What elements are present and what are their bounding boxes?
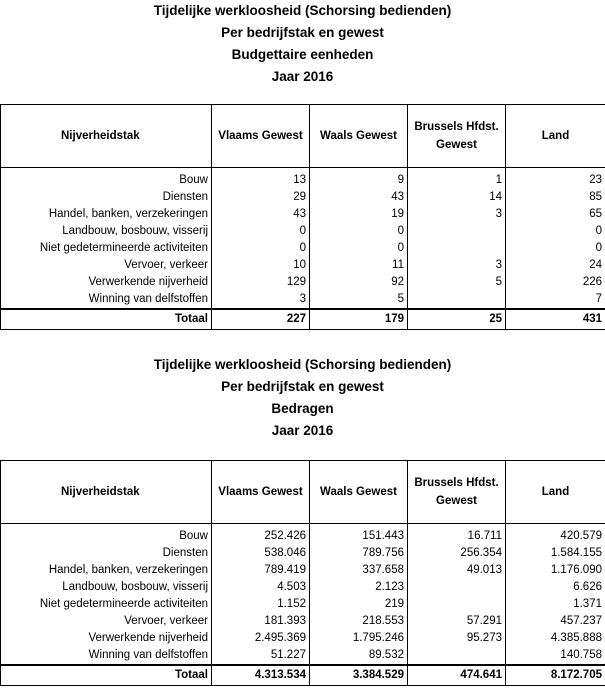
cell-brussels: 3 xyxy=(408,257,506,274)
cell-land: 4.385.888 xyxy=(506,630,605,647)
table-row xyxy=(1,172,605,189)
cell-waals: 0 xyxy=(310,240,408,257)
cell-brussels xyxy=(408,579,506,596)
cell-land: 23 xyxy=(506,172,605,189)
cell-waals: 19 xyxy=(310,206,408,223)
total-waals: 179 xyxy=(310,309,408,330)
table1-budgettaire-eenheden xyxy=(0,104,605,330)
row-label: Landbouw, bosbouw, visserij xyxy=(1,579,212,596)
table2-total-row xyxy=(1,665,605,686)
cell-brussels: 16.711 xyxy=(408,528,506,545)
cell-vlaams: 51.227 xyxy=(212,647,310,665)
cell-waals: 11 xyxy=(310,257,408,274)
row-label: Winning van delfstoffen xyxy=(1,647,212,665)
column-header-land: Land xyxy=(506,461,605,524)
cell-land: 0 xyxy=(506,240,605,257)
row-label: Vervoer, verkeer xyxy=(1,613,212,630)
table-row xyxy=(1,562,605,579)
cell-land: 6.626 xyxy=(506,579,605,596)
cell-vlaams: 4.503 xyxy=(212,579,310,596)
table-row xyxy=(1,545,605,562)
cell-waals: 2.123 xyxy=(310,579,408,596)
row-label: Landbouw, bosbouw, visserij xyxy=(1,223,212,240)
column-header-vlaams-gewest: Vlaams Gewest xyxy=(212,461,310,524)
total-vlaams: 4.313.534 xyxy=(212,665,310,686)
row-label: Bouw xyxy=(1,172,212,189)
cell-vlaams: 10 xyxy=(212,257,310,274)
cell-land: 85 xyxy=(506,189,605,206)
cell-vlaams: 0 xyxy=(212,240,310,257)
cell-vlaams: 2.495.369 xyxy=(212,630,310,647)
row-label: Handel, banken, verzekeringen xyxy=(1,562,212,579)
row-label: Vervoer, verkeer xyxy=(1,257,212,274)
column-header-nijverheidstak: Nijverheidstak xyxy=(1,105,212,168)
cell-brussels: 14 xyxy=(408,189,506,206)
cell-waals: 9 xyxy=(310,172,408,189)
cell-waals: 337.658 xyxy=(310,562,408,579)
row-label: Winning van delfstoffen xyxy=(1,291,212,309)
column-header-land: Land xyxy=(506,105,605,168)
cell-brussels: 49.013 xyxy=(408,562,506,579)
cell-brussels xyxy=(408,223,506,240)
column-header-brussels-gewest: Brussels Hfdst. Gewest xyxy=(408,105,506,168)
total-label: Totaal xyxy=(1,309,212,330)
table-row xyxy=(1,257,605,274)
cell-waals: 92 xyxy=(310,274,408,291)
table2-year: Jaar 2016 xyxy=(271,423,334,438)
cell-land: 140.758 xyxy=(506,647,605,665)
cell-waals: 0 xyxy=(310,223,408,240)
table1-header-row xyxy=(1,105,605,168)
table1-title-block xyxy=(0,0,605,88)
table2-header-row xyxy=(1,461,605,524)
cell-vlaams: 0 xyxy=(212,223,310,240)
table2-bedragen xyxy=(0,460,605,686)
cell-vlaams: 181.393 xyxy=(212,613,310,630)
table1-total-row xyxy=(1,309,605,330)
cell-vlaams: 789.419 xyxy=(212,562,310,579)
table-row xyxy=(1,189,605,206)
cell-brussels xyxy=(408,291,506,309)
total-vlaams: 227 xyxy=(212,309,310,330)
total-brussels: 25 xyxy=(408,309,506,330)
table2-title: Tijdelijke werkloosheid (Schorsing bedienden) xyxy=(153,357,452,372)
cell-brussels: 1 xyxy=(408,172,506,189)
row-label: Niet gedetermineerde activiteiten xyxy=(1,596,212,613)
table1-title: Tijdelijke werkloosheid (Schorsing bedienden) xyxy=(153,3,452,18)
table-row xyxy=(1,223,605,240)
row-label: Diensten xyxy=(1,545,212,562)
cell-vlaams: 252.426 xyxy=(212,528,310,545)
cell-land: 226 xyxy=(506,274,605,291)
cell-waals: 89.532 xyxy=(310,647,408,665)
table-row xyxy=(1,630,605,647)
cell-waals: 218.553 xyxy=(310,613,408,630)
cell-vlaams: 43 xyxy=(212,206,310,223)
cell-land: 1.176.090 xyxy=(506,562,605,579)
total-brussels: 474.641 xyxy=(408,665,506,686)
table2-subtitle: Per bedrijfstak en gewest xyxy=(221,379,384,394)
total-land: 8.172.705 xyxy=(506,665,605,686)
cell-vlaams: 129 xyxy=(212,274,310,291)
cell-waals: 219 xyxy=(310,596,408,613)
row-label: Diensten xyxy=(1,189,212,206)
table-row xyxy=(1,613,605,630)
cell-brussels: 95.273 xyxy=(408,630,506,647)
cell-land: 0 xyxy=(506,223,605,240)
cell-brussels: 5 xyxy=(408,274,506,291)
column-header-brussels-gewest: Brussels Hfdst. Gewest xyxy=(408,461,506,524)
row-label: Bouw xyxy=(1,528,212,545)
row-label: Verwerkende nijverheid xyxy=(1,630,212,647)
table-row xyxy=(1,291,605,309)
cell-brussels xyxy=(408,596,506,613)
cell-brussels: 256.354 xyxy=(408,545,506,562)
cell-waals: 1.795.246 xyxy=(310,630,408,647)
row-label: Niet gedetermineerde activiteiten xyxy=(1,240,212,257)
row-label: Verwerkende nijverheid xyxy=(1,274,212,291)
table-row xyxy=(1,274,605,291)
cell-vlaams: 13 xyxy=(212,172,310,189)
cell-vlaams: 538.046 xyxy=(212,545,310,562)
table-row xyxy=(1,240,605,257)
table2-unit: Bedragen xyxy=(271,401,334,416)
row-label: Handel, banken, verzekeringen xyxy=(1,206,212,223)
table-row xyxy=(1,647,605,665)
cell-waals: 43 xyxy=(310,189,408,206)
column-header-waals-gewest: Waals Gewest xyxy=(310,105,408,168)
table-row xyxy=(1,596,605,613)
cell-brussels: 3 xyxy=(408,206,506,223)
cell-vlaams: 1.152 xyxy=(212,596,310,613)
total-waals: 3.384.529 xyxy=(310,665,408,686)
cell-brussels: 57.291 xyxy=(408,613,506,630)
cell-brussels xyxy=(408,647,506,665)
cell-waals: 789.756 xyxy=(310,545,408,562)
table-row xyxy=(1,528,605,545)
cell-land: 1.371 xyxy=(506,596,605,613)
column-header-waals-gewest: Waals Gewest xyxy=(310,461,408,524)
cell-land: 7 xyxy=(506,291,605,309)
cell-land: 1.584.155 xyxy=(506,545,605,562)
table1-subtitle: Per bedrijfstak en gewest xyxy=(221,25,384,40)
cell-land: 24 xyxy=(506,257,605,274)
total-land: 431 xyxy=(506,309,605,330)
cell-brussels xyxy=(408,240,506,257)
cell-land: 457.237 xyxy=(506,613,605,630)
cell-land: 420.579 xyxy=(506,528,605,545)
cell-waals: 5 xyxy=(310,291,408,309)
cell-vlaams: 3 xyxy=(212,291,310,309)
total-label: Totaal xyxy=(1,665,212,686)
cell-land: 65 xyxy=(506,206,605,223)
table1-unit: Budgettaire eenheden xyxy=(231,47,374,62)
table-row xyxy=(1,206,605,223)
table2-title-block xyxy=(0,354,605,442)
column-header-vlaams-gewest: Vlaams Gewest xyxy=(212,105,310,168)
table-row xyxy=(1,579,605,596)
cell-vlaams: 29 xyxy=(212,189,310,206)
table1-year: Jaar 2016 xyxy=(271,69,334,84)
column-header-nijverheidstak: Nijverheidstak xyxy=(1,461,212,524)
cell-waals: 151.443 xyxy=(310,528,408,545)
